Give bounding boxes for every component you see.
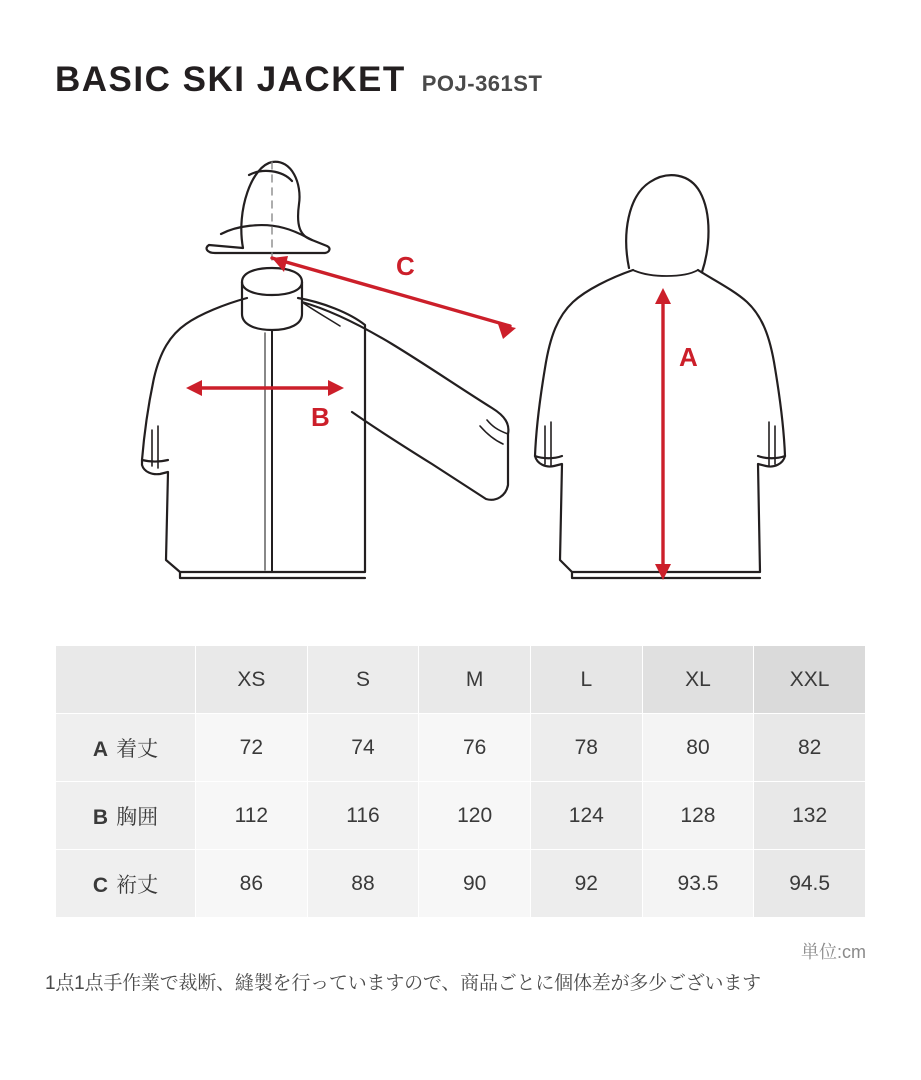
unit-note: 単位:cm <box>801 942 866 962</box>
row-letter-a: A <box>92 737 109 761</box>
collar-shape <box>242 268 302 330</box>
row-name-b: 胸囲 <box>116 805 159 829</box>
row-name-a: 着丈 <box>116 737 159 761</box>
measurement-illustration <box>0 130 921 620</box>
cell-a-l: 78 <box>530 714 642 782</box>
table-header-m: M <box>419 646 531 714</box>
label-c: C <box>396 251 415 281</box>
cell-c-xxl: 94.5 <box>754 850 866 918</box>
product-title: BASIC SKI JACKET <box>55 60 406 99</box>
page-title <box>55 62 542 97</box>
table-row <box>56 714 866 782</box>
row-name-c: 裄丈 <box>116 873 159 897</box>
table-header-s: S <box>307 646 419 714</box>
cell-b-xxl: 132 <box>754 782 866 850</box>
jacket-sleeve-extended <box>302 302 508 500</box>
label-b: B <box>311 402 330 432</box>
hood-shape <box>207 162 330 253</box>
cell-c-xs: 86 <box>196 850 308 918</box>
cell-c-s: 88 <box>307 850 419 918</box>
row-label-c <box>56 850 196 918</box>
cell-b-xs: 112 <box>196 782 308 850</box>
row-label-a <box>56 714 196 782</box>
table-row <box>56 782 866 850</box>
cell-a-s: 74 <box>307 714 419 782</box>
cell-c-xl: 93.5 <box>642 850 754 918</box>
table-header-row <box>56 646 866 714</box>
table-header-xs: XS <box>196 646 308 714</box>
table-header-l: L <box>530 646 642 714</box>
measure-arrow-c <box>272 256 516 339</box>
label-a: A <box>679 342 698 372</box>
row-label-b <box>56 782 196 850</box>
product-code: POJ-361ST <box>421 71 543 96</box>
cell-b-s: 116 <box>307 782 419 850</box>
disclaimer-note: 1点1点手作業で裁断、縫製を行っていますので、商品ごとに個体差が多少ございます <box>45 973 761 994</box>
cell-c-m: 90 <box>419 850 531 918</box>
cell-a-m: 76 <box>419 714 531 782</box>
cell-a-xxl: 82 <box>754 714 866 782</box>
measure-arrow-a <box>655 288 671 580</box>
cell-a-xs: 72 <box>196 714 308 782</box>
table-corner-cell <box>56 646 196 714</box>
size-table <box>55 645 866 918</box>
cell-b-m: 120 <box>419 782 531 850</box>
jacket-front-body <box>142 298 365 572</box>
cell-b-l: 124 <box>530 782 642 850</box>
row-letter-c: C <box>92 873 109 897</box>
row-letter-b: B <box>92 805 109 829</box>
cell-a-xl: 80 <box>642 714 754 782</box>
jacket-back-body <box>535 175 785 578</box>
table-header-xxl: XXL <box>754 646 866 714</box>
cell-c-l: 92 <box>530 850 642 918</box>
table-row <box>56 850 866 918</box>
table-header-xl: XL <box>642 646 754 714</box>
cell-b-xl: 128 <box>642 782 754 850</box>
